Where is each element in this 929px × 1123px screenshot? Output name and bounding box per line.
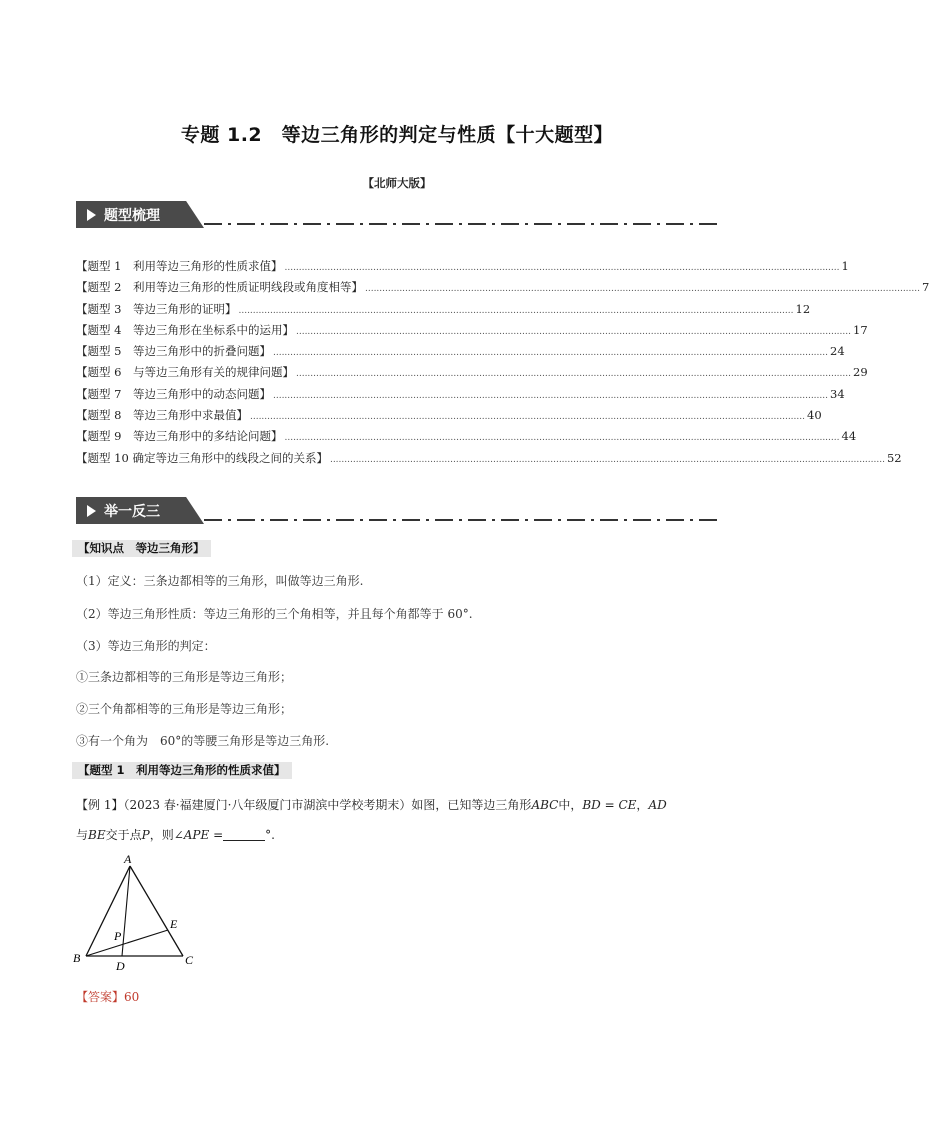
- example-line-1: 【例 1】（2023 春·福建厦门·八年级厦门市湖滨中学校考期末）如图，已知等边三角形ABC中，BD = CE，AD: [76, 798, 667, 812]
- knowledge-line: （3）等边三角形的判定：: [76, 639, 216, 653]
- side-ac: [130, 866, 183, 956]
- answer-blank[interactable]: [223, 828, 265, 841]
- toc-item[interactable]: 【题型 9 等边三角形中的多结论问题】 .................................................................................................................................................................................................. 44: [76, 429, 857, 444]
- play-triangle-icon: [87, 505, 96, 517]
- toc-item[interactable]: 【题型 8 等边三角形中求最值】 .................................................................................................................................................................................................. 40: [76, 408, 822, 423]
- section-tab-label: 题型梳理: [104, 208, 160, 224]
- play-triangle-icon: [87, 209, 96, 221]
- answer-label: 【答案】: [76, 990, 125, 1004]
- answer-value: 60: [124, 990, 140, 1004]
- toc-item[interactable]: 【题型 7 等边三角形中的动态问题】 .................................................................................................................................................................................................. 34: [76, 386, 845, 401]
- knowledge-line: （2）等边三角形性质：等边三角形的三个角相等，并且每个角都等于 60°.: [76, 607, 473, 621]
- toc-item[interactable]: 【题型 3 等边三角形的证明】 .................................................................................................................................................................................................. 12: [76, 301, 811, 316]
- label-a: A: [124, 852, 132, 866]
- dash-dot-divider: [204, 223, 721, 225]
- triangle-figure: [70, 852, 200, 972]
- segment-be: [86, 930, 168, 956]
- edition-label: 【北师大版】: [362, 176, 432, 190]
- label-c: C: [185, 953, 194, 967]
- knowledge-line: ②三个角都相等的三角形是等边三角形；: [76, 702, 293, 716]
- toc-item[interactable]: 【题型 6 与等边三角形有关的规律问题】 .................................................................................................................................................................................................. 29: [76, 365, 868, 380]
- knowledge-heading: 【知识点 等边三角形】: [72, 540, 211, 557]
- label-b: B: [73, 951, 81, 965]
- section-header-toc: [76, 201, 721, 229]
- knowledge-line: ③有一个角为 60°的等腰三角形是等边三角形.: [76, 734, 330, 748]
- knowledge-line: ①三条边都相等的三角形是等边三角形；: [76, 670, 293, 684]
- page-title: 专题 1.2 等边三角形的判定与性质【十大题型】: [180, 124, 614, 146]
- toc-item[interactable]: 【题型 1 利用等边三角形的性质求值】 .................................................................................................................................................................................................. 1: [76, 259, 849, 273]
- question-type-heading: 【题型 1 利用等边三角形的性质求值】: [72, 762, 292, 779]
- toc-item[interactable]: 【题型 4 等边三角形在坐标系中的运用】 .................................................................................................................................................................................................. 17: [76, 322, 868, 337]
- label-e: E: [170, 917, 178, 931]
- label-p: P: [114, 929, 122, 943]
- toc-item[interactable]: 【题型 10 确定等边三角形中的线段之间的关系】 .................................................................................................................................................................................................. 52: [76, 450, 902, 465]
- example-line-2: 与BE交于点P，则∠APE = °.: [76, 828, 275, 842]
- dash-dot-divider: [204, 519, 721, 521]
- answer-line: [76, 988, 139, 1005]
- label-d: D: [116, 959, 125, 973]
- toc-item[interactable]: 【题型 2 利用等边三角形的性质证明线段或角度相等】 .................................................................................................................................................................................................. 7: [76, 280, 929, 295]
- knowledge-line: （1）定义：三条边都相等的三角形，叫做等边三角形.: [76, 574, 364, 588]
- toc-item[interactable]: 【题型 5 等边三角形中的折叠问题】 .................................................................................................................................................................................................. 24: [76, 344, 845, 359]
- table-of-contents: [76, 258, 929, 471]
- section-header-practice: [76, 497, 721, 525]
- section-tab-label: 举一反三: [104, 504, 160, 520]
